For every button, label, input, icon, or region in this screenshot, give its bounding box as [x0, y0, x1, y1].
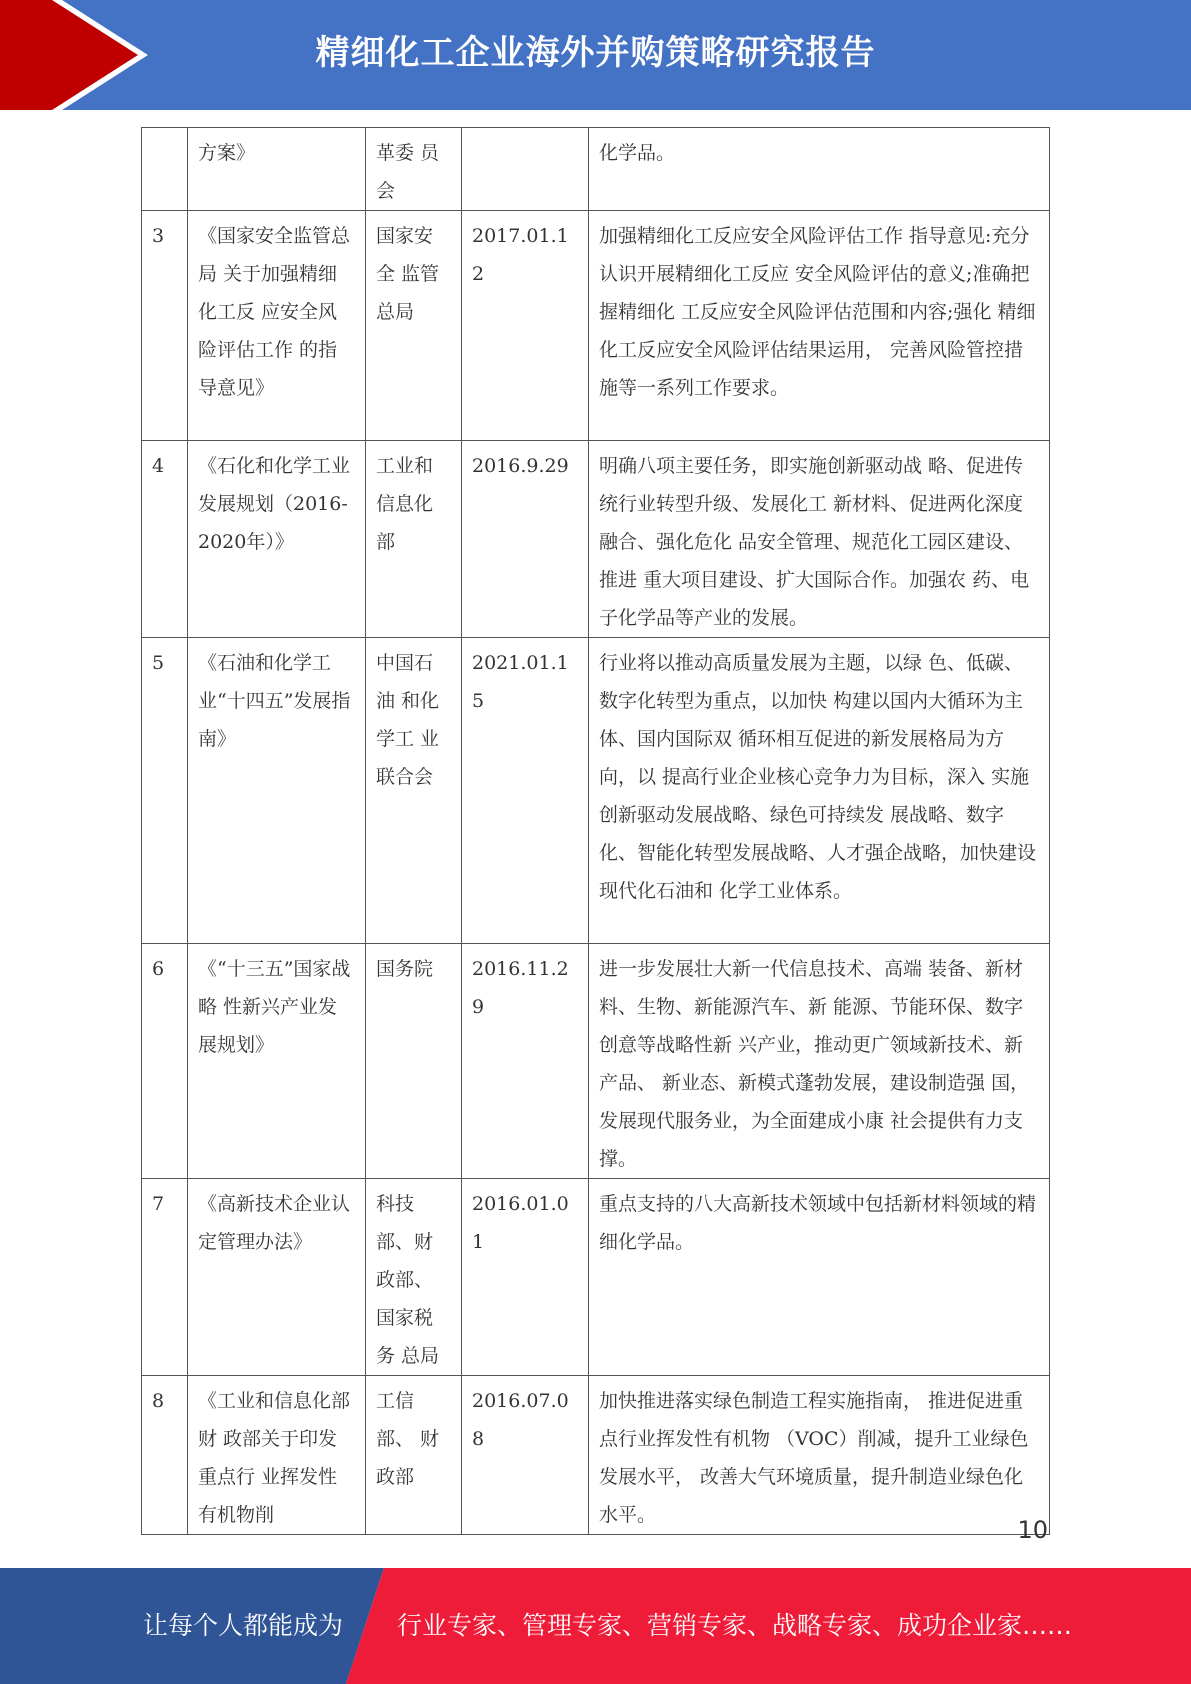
- policy-table: [141, 127, 1050, 1535]
- footer-slogan-right: 行业专家、管理专家、营销专家、战略专家、成功企业家……: [397, 1611, 1073, 1640]
- cell-content: 明确八项主要任务，即实施创新驱动战 略、促进传统行业转型升级、发展化工 新材料、促进两化深度融合、强化危化 品安全管理、规范化工园区建设、推进 重大项目建设、扩大国际合作。加强农 药、电子化学品等产业的发展。: [589, 441, 1050, 638]
- cell-number: 7: [142, 1179, 188, 1376]
- cell-policy-name: 方案》: [188, 128, 366, 211]
- cell-date: 2016.01.01: [462, 1179, 589, 1376]
- cell-issuer: 革委 员会: [366, 128, 462, 211]
- cell-issuer: 工信部、 财政部: [366, 1376, 462, 1535]
- cell-content: 加强精细化工反应安全风险评估工作 指导意见:充分认识开展精细化工反应 安全风险评估的意义;准确把握精细化 工反应安全风险评估范围和内容;强化 精细化工反应安全风险评估结果运用， 完善风险管控措施等一系列工作要求。: [589, 211, 1050, 441]
- page-header: [0, 0, 1191, 110]
- cell-policy-name: 《石油和化学工业“十四五”发展指 南》: [188, 638, 366, 944]
- page-footer: [0, 1568, 1191, 1684]
- footer-slogan-left: 让每个人都能成为: [143, 1611, 344, 1640]
- cell-policy-name: 《工业和信息化部财 政部关于印发重点行 业挥发性有机物削: [188, 1376, 366, 1535]
- cell-content: 行业将以推动高质量发展为主题，以绿 色、低碳、数字化转型为重点，以加快 构建以国内大循环为主体、国内国际双 循环相互促进的新发展格局为方向，以 提高行业企业核心竞争力为目标，深入 实施创新驱动发展战略、绿色可持续发 展战略、数字化、智能化转型发展战略、人才强企战略，加快建设现代化石油和 化学工业体系。: [589, 638, 1050, 944]
- cell-policy-name: 《国家安全监管总局 关于加强精细化工反 应安全风险评估工作 的指导意见》: [188, 211, 366, 441]
- cell-policy-name: 《“十三五”国家战略 性新兴产业发展规划》: [188, 944, 366, 1179]
- cell-number: 8: [142, 1376, 188, 1535]
- cell-content: 重点支持的八大高新技术领域中包括新材料领域的精细化学品。: [589, 1179, 1050, 1376]
- cell-content: 加快推进落实绿色制造工程实施指南， 推进促进重点行业挥发性有机物 （VOC）削减，提升工业绿色发展水平， 改善大气环境质量，提升制造业绿色化 水平。: [589, 1376, 1050, 1535]
- cell-issuer: 科技部、财政部、国家税务 总局: [366, 1179, 462, 1376]
- cell-policy-name: 《高新技术企业认定管理办法》: [188, 1179, 366, 1376]
- cell-date: 2016.07.08: [462, 1376, 589, 1535]
- cell-content: 化学品。: [589, 128, 1050, 211]
- cell-policy-name: 《石化和化学工业发展规划（2016-2020年）》: [188, 441, 366, 638]
- cell-number: 4: [142, 441, 188, 638]
- cell-date: 2017.01.12: [462, 211, 589, 441]
- table-row: [142, 441, 1050, 638]
- cell-date: 2016.9.29: [462, 441, 589, 638]
- cell-number: 5: [142, 638, 188, 944]
- cell-issuer: 工业和信息化部: [366, 441, 462, 638]
- cell-date: 2016.11.29: [462, 944, 589, 1179]
- cell-issuer: 中国石油 和化学工 业联合会: [366, 638, 462, 944]
- cell-number: [142, 128, 188, 211]
- cell-date: [462, 128, 589, 211]
- page-number: 10: [1017, 1516, 1048, 1544]
- cell-content: 进一步发展壮大新一代信息技术、高端 装备、新材料、生物、新能源汽车、新 能源、节能环保、数字创意等战略性新 兴产业，推动更广领域新技术、新产品、 新业态、新模式蓬勃发展，建设制造强 国，发展现代服务业，为全面建成小康 社会提供有力支撑。: [589, 944, 1050, 1179]
- table-row: [142, 1179, 1050, 1376]
- cell-issuer: 国家安全 监管总局: [366, 211, 462, 441]
- cell-issuer: 国务院: [366, 944, 462, 1179]
- cell-number: 6: [142, 944, 188, 1179]
- cell-date: 2021.01.15: [462, 638, 589, 944]
- table-row: [142, 128, 1050, 211]
- table-row: [142, 944, 1050, 1179]
- table-row: [142, 1376, 1050, 1535]
- cell-number: 3: [142, 211, 188, 441]
- report-title: 精细化工企业海外并购策略研究报告: [315, 33, 876, 73]
- table-row: [142, 638, 1050, 944]
- table-row: [142, 211, 1050, 441]
